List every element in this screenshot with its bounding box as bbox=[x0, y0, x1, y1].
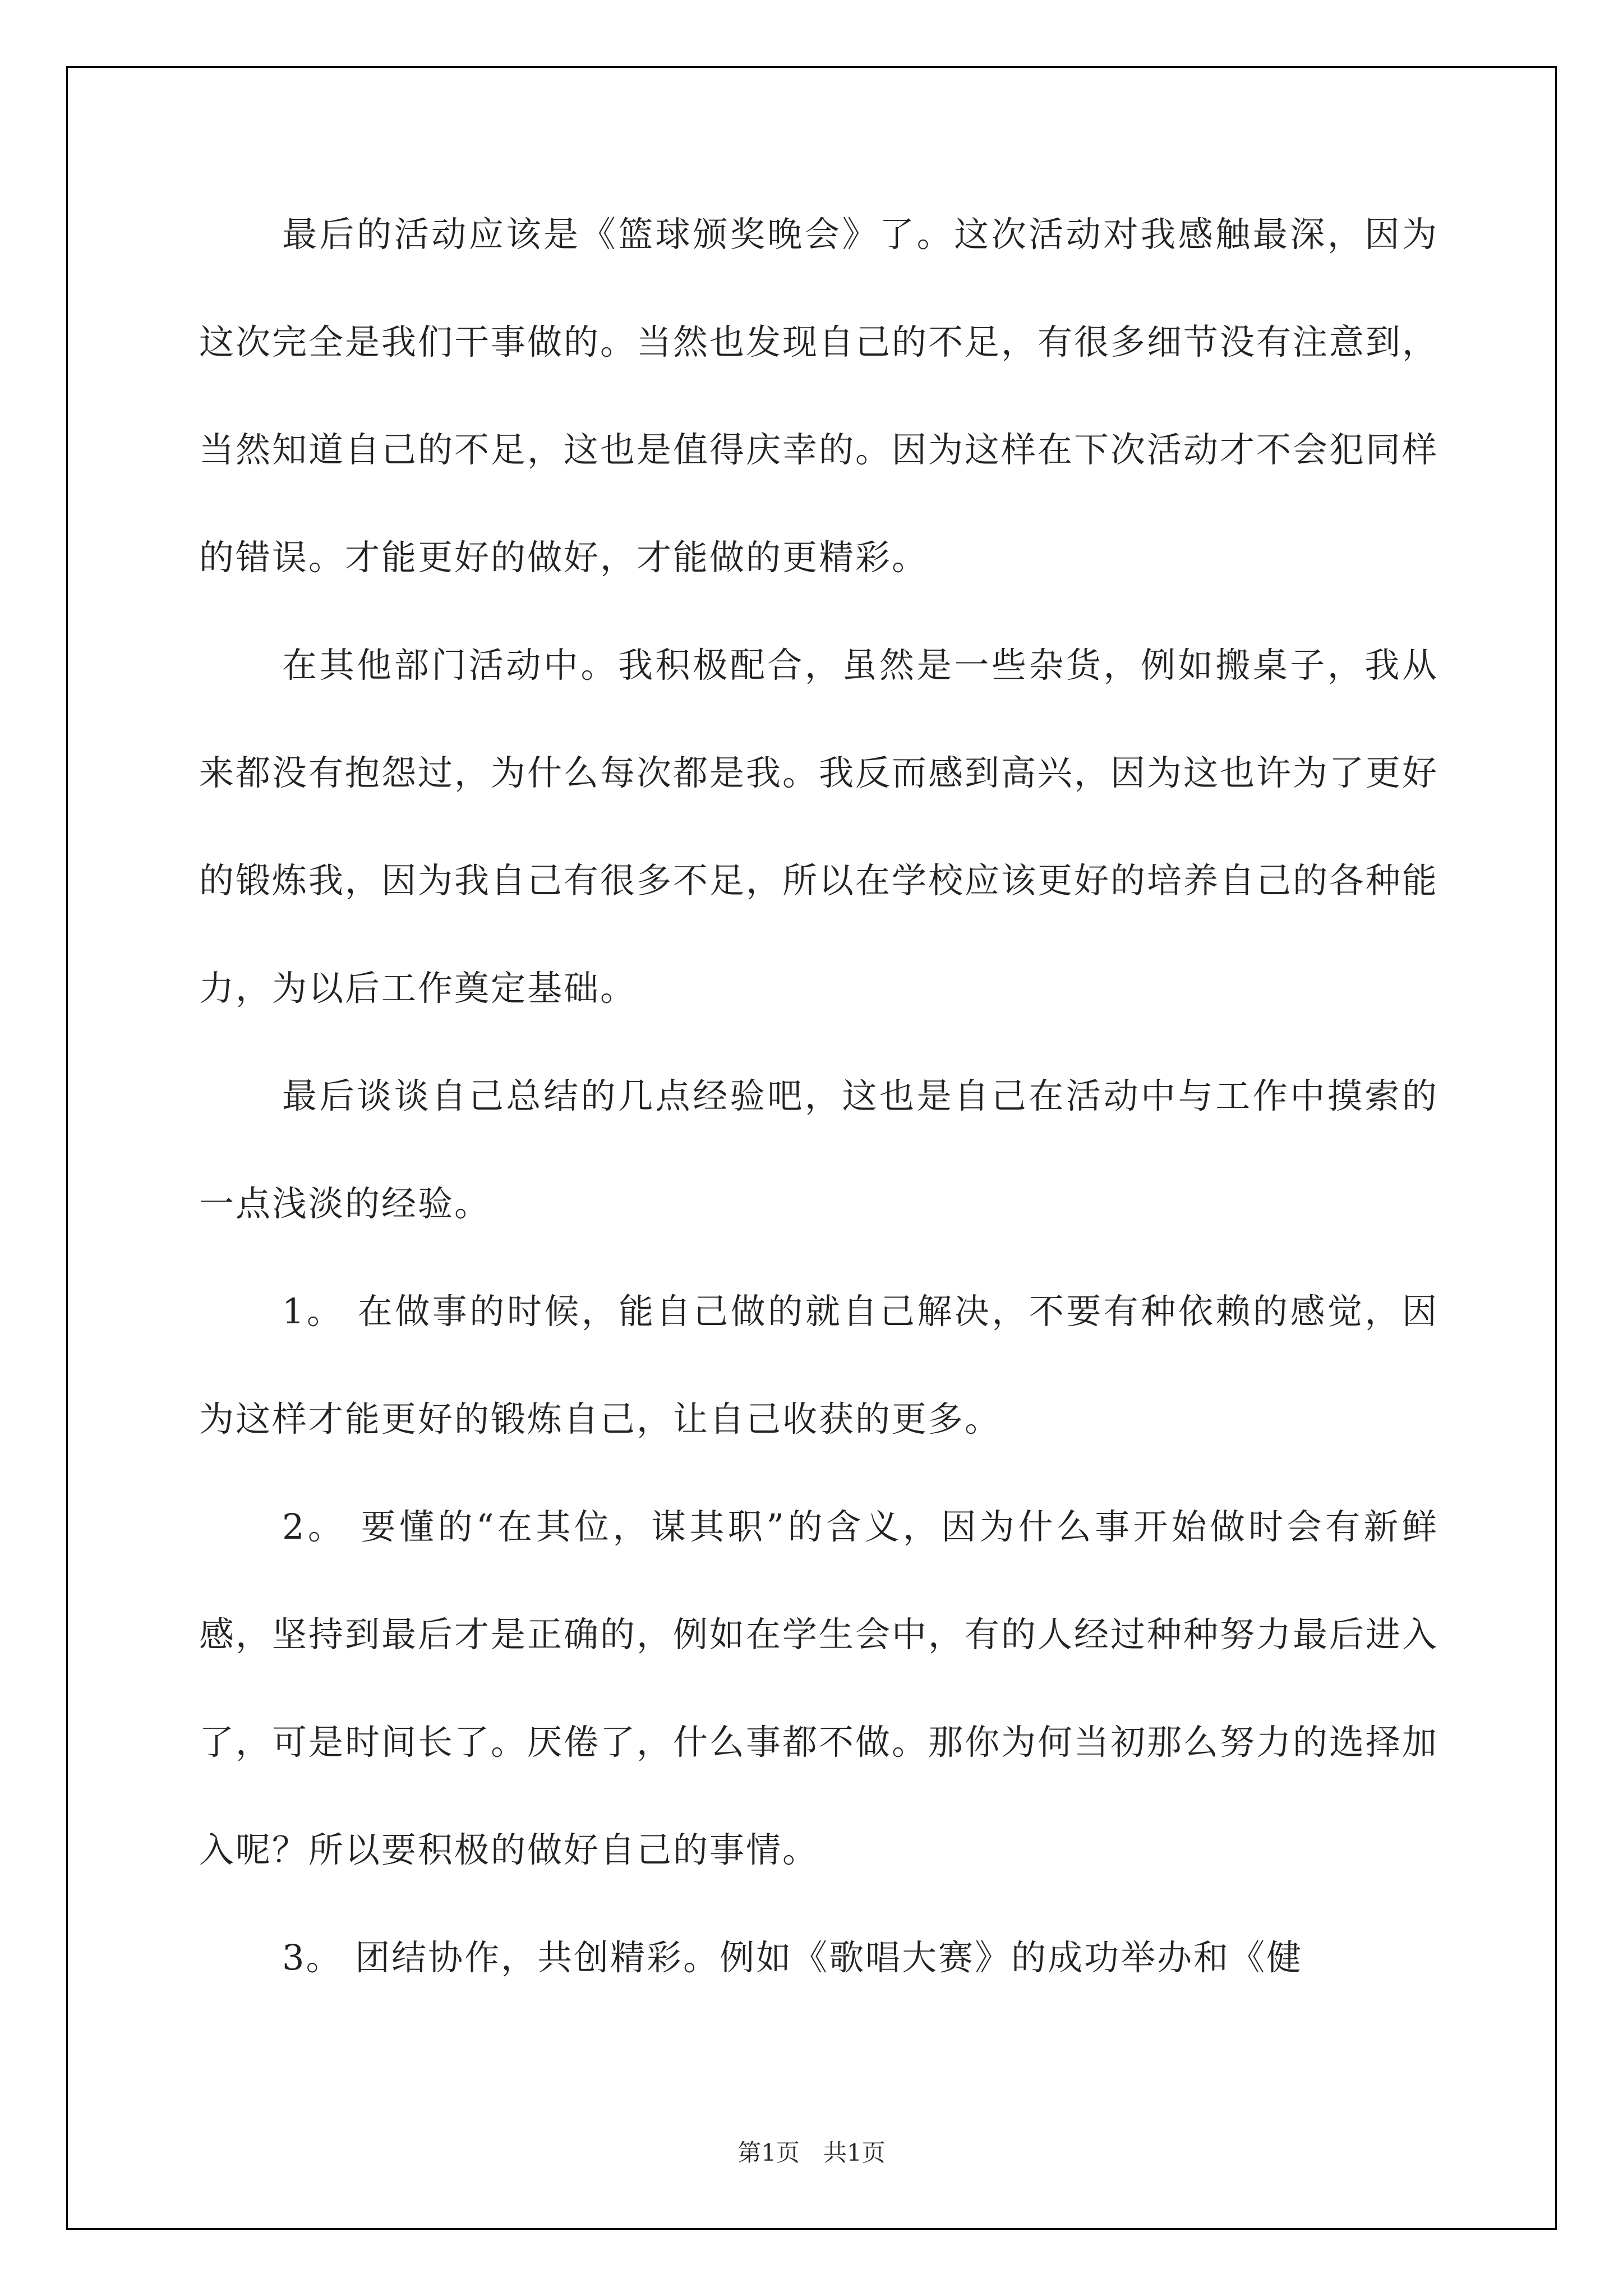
page-footer: 第1页 共1页 bbox=[737, 2139, 886, 2166]
paragraph: 在其他部门活动中。我积极配合，虽然是一些杂货，例如搬桌子，我从来都没有抱怨过，为什么每次都是我。我反而感到高兴，因为这也许为了更好的锻炼我，因为我自己有很多不足，所以在学校应该更好的培养自己的各种能力，为以后工作奠定基础。 bbox=[199, 645, 1439, 1009]
document-body bbox=[199, 181, 1438, 2012]
paragraph: 1。 在做事的时候，能自己做的就自己解决，不要有种依赖的感觉，因为这样才能更好的锻炼自己，让自己收获的更多。 bbox=[199, 1291, 1438, 1439]
paragraph: 最后谈谈自己总结的几点经验吧，这也是自己在活动中与工作中摸索的一点浅淡的经验。 bbox=[199, 1075, 1438, 1224]
paragraph: 3。 团结协作，共创精彩。例如《歌唱大赛》的成功举办和《健 bbox=[282, 1937, 1303, 1978]
paragraph: 2。 要懂的“在其位，谋其职”的含义，因为什么事开始做时会有新鲜感，坚持到最后才是正确的，例如在学生会中，有的人经过种种努力最后进入了，可是时间长了。厌倦了，什么事都不做。那你为何当初那么努力的选择加入呢？所以要积极的做好自己的事情。 bbox=[199, 1506, 1439, 1870]
paragraph: 最后的活动应该是《篮球颁奖晚会》了。这次活动对我感触最深，因为这次完全是我们干事做的。当然也发现自己的不足，有很多细节没有注意到，当然知道自己的不足，这也是值得庆幸的。因为这样在下次活动才不会犯同样的错误。才能更好的做好，才能做的更精彩。 bbox=[199, 214, 1439, 578]
